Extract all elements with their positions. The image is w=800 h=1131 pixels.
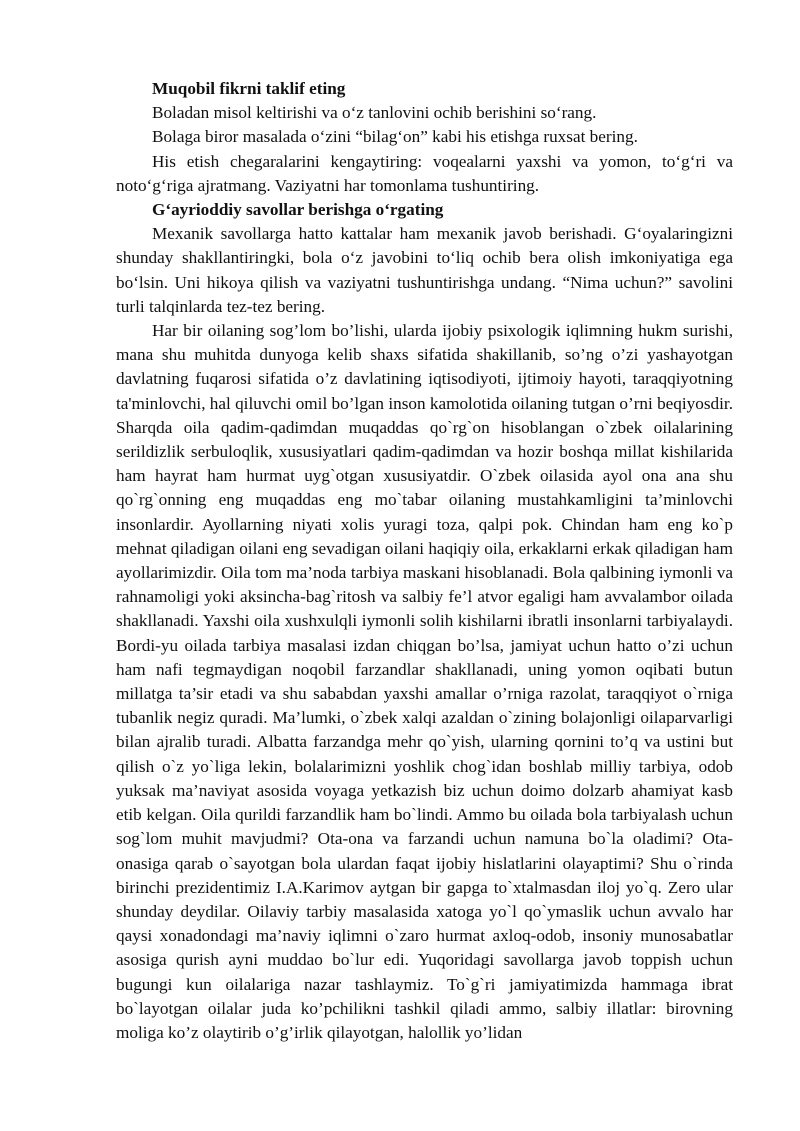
paragraph: His etish chegaralarini kengaytiring: voqealarni yaxshi va yomon, to‘g‘ri va noto‘g‘riga ajratmang. Vaziyatni har tomonlama tushuntiring. [116,151,733,195]
paragraph: Mexanik savollarga hatto kattalar ham mexanik javob berishadi. G‘oyalaringizni shunday shakllantiringki, bola o‘z javobini to‘liq ochib bera olish imkoniyatiga ega bo‘lsin. Uni hikoya qilish va vaziyatni tushuntirishga undang. “Nima uchun?” savolini turli talqinlarda tez-tez bering. [116,224,733,316]
paragraph: Boladan misol keltirishi va o‘z tanlovini ochib berishini so‘rang. [152,103,597,123]
paragraph: Har bir oilaning sog’lom bo’lishi, ularda ijobiy psixologik iqlimning hukm surishi, mana shu muhitda dunyoga kelib shaxs sifatida shakillanib, so’ng o’zi yashayotgan davlatning fuqarosi sifatida o’z davlatining iqtisodiyoti, ijtimoiy hayoti, taraqqiyotning ta'minlovchi, hal qiluvchi omil bo’lgan inson kamolotida oilaning tutgan o’rni beqiyosdir. Sharqda oila qadim-qadimdan muqaddas qo`rg`on hisoblangan o`zbek oilalarining serildizlik serbuloqlik, xususiyatlari qadim-qadimdan va hozir boshqa millat kishilarida ham hayrat ham hurmat uyg`otgan xususiyatdir. O`zbek oilasida ayol ona ana shu qo`rg`onning eng muqaddas eng mo`tabar oilaning mustahkamligini ta’minlovchi insonlardir. Ayollarning niyati xolis yuragi toza, qalpi pok. Chindan ham eng ko`p mehnat qiladigan oilani eng sevadigan oilani haqiqiy oila, erkaklarni erkak qiladigan ham ayollarimizdir. Oila tom ma’noda tarbiya maskani hisoblanadi. Bola qalbining iymonli va rahnamoligi yoki aksincha-bag`ritosh va salbiy fe’l atvor egaligi ham avvalambor oilada shakllanadi. Yaxshi oila xushxulqli iymonli solih kishilarni ibratli insonlarni tarbiyalaydi. Bordi-yu oilada tarbiya masalasi izdan chiqgan bo’lsa, jamiyat uchun hatto o’zi uchun ham nafi tegmaydigan noqobil farzandlar shakllanadi, uning yomon oqibati butun millatga ta’sir etadi va shu sababdan yaxshi amallar o’rniga razolat, taraqqiyot o`rniga tubanlik negiz quradi. Ma’lumki, o`zbek xalqi azaldan o`zining bolajonligi oilaparvarligi bilan ajralib turadi. Albatta farzandga mehr qo`yish, ularning qornini to’q va ustini but qilish o`z yo`liga lekin, bolalarimizni yoshlik chog`idan boshlab milliy tarbiya, odob yuksak ma’naviyat asosida voyaga yetkazish biz uchun doimo dolzarb ahamiyat kasb etib kelgan. Oila qurildi farzandlik ham bo`lindi. Ammo bu oilada bola tarbiyalash uchun sog`lom muhit mavjudmi? Ota-ona va farzandi uchun namuna bo`la oladimi? Ota-onasiga qarab o`sayotgan bola ulardan faqat ijobiy hislatlarini olayaptimi? Shu o`rinda birinchi prezidentimiz I.A.Karimov aytgan bir gapga to`xtalmasdan iloj yo`q. Zero ular shunday deydilar. Oilaviy tarbiy masalasida xatoga yo`l qo`ymaslik uchun avvalo har qaysi xonadondagi ma’naviy iqlimni o`zaro hurmat axloq-odob, insoniy munosabatlar asosiga qurish ayni muddao bo`lur edi. Yuqoridagi savollarga javob toppish uchun bugungi kun oilalariga nazar tashlaymiz. To`g`ri jamiyatimizda hammaga ibrat bo`layotgan oilalar juda ko’pchilikni tashkil qiladi ammo, salbiy illatlar: birovning moliga ko’z olaytirib o’g’irlik qilayotgan, halollik yo’lidan [116,321,733,1042]
paragraph: Bolaga biror masalada o‘zini “bilag‘on” kabi his etishga ruxsat bering. [152,127,638,147]
section-heading: Muqobil fikrni taklif eting [152,79,346,98]
document-page [116,77,733,1045]
section-heading: G‘ayrioddiy savollar berishga o‘rgating [152,200,444,220]
